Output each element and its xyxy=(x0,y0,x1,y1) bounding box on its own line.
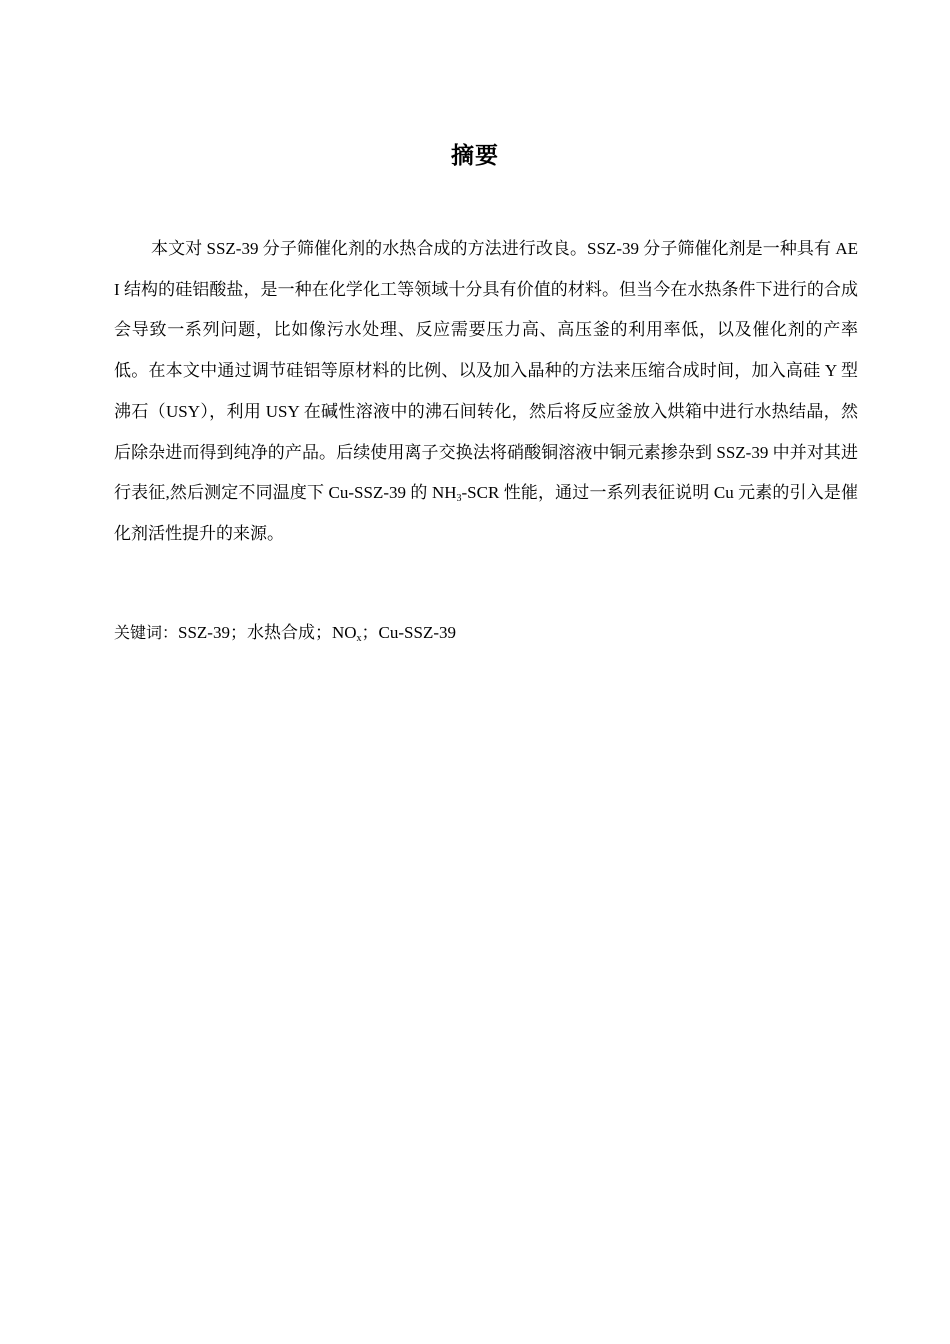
keywords-line xyxy=(114,618,858,648)
abstract-title: 摘要 xyxy=(451,143,499,169)
keywords-text-1: SSZ-39；水热合成；NO xyxy=(178,623,357,642)
keywords-text-2: ；Cu-SSZ-39 xyxy=(361,623,456,642)
abstract-subscript: 3 xyxy=(456,493,462,505)
keywords-label: 关键词： xyxy=(114,623,179,642)
abstract-text-part1: 本文对 SSZ-39 分子筛催化剂的水热合成的方法进行改良。SSZ-39 分子筛催化剂是一种具有 AEI 结构的硅铝酸盐，是一种在化学化工等领域十分具有价值的材料。但当今在水热条件下进行的合成会导致一系列问题，比如像污水处理、反应需要压力高、高压釜的利用率低，以及催化剂的产率低。在本文中通过调节硅铝等原材料的比例、以及加入晶种的方法来压缩合成时间，加入高硅 Y 型沸石（USY），利用 USY 在碱性溶液中的沸石间转化，然后将反应釜放入烘箱中进行水热结晶，然后除杂进而得到纯净的产品。后续使用离子交换法将硝酸铜溶液中铜元素掺杂到 SSZ-39 中并对其进行表征,然后测定不同温度下 Cu-SSZ-39 的 NH xyxy=(114,239,858,503)
keywords-subscript: x xyxy=(356,633,362,644)
abstract-paragraph xyxy=(114,229,858,555)
abstract-text-part2: -SCR 性能，通过一系列表征说明 Cu 元素的引入是催化剂活性提升的来源。 xyxy=(114,483,858,543)
